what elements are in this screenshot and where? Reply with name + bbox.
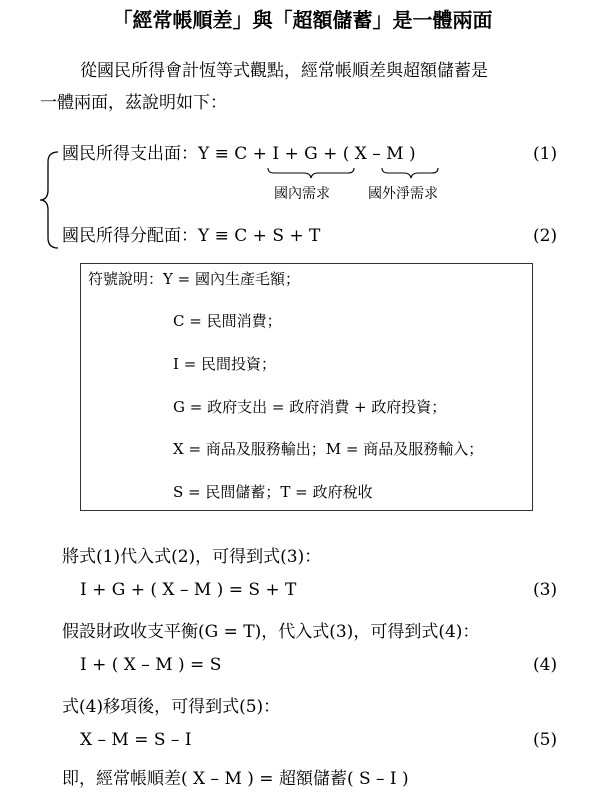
- equation-2: 國民所得分配面：Y ≡ C + S + T: [62, 226, 321, 246]
- brace-label-domestic-demand: 國內需求: [274, 186, 330, 202]
- equation-1: 國民所得支出面：Y ≡ C + I + G + ( X – M ): [62, 144, 416, 164]
- underbrace-domestic: [266, 166, 356, 180]
- legend-line-s-t: S = 民間儲蓄；T = 政府稅收: [173, 483, 373, 501]
- equation-3: I + G + ( X – M ) = S + T: [80, 580, 297, 600]
- legend-line-g: G = 政府支出 = 政府消費 + 政府投資；: [173, 398, 447, 416]
- page-title: 「經常帳順差」與「超額儲蓄」是一體兩面: [112, 8, 493, 32]
- intro-line-2: 一體兩面，茲說明如下：: [40, 93, 227, 113]
- grouping-brace: [34, 150, 64, 250]
- equation-3-number: (3): [533, 580, 558, 600]
- legend-line-x-m: X = 商品及服務輸出；M = 商品及服務輸入；: [173, 440, 484, 458]
- underbrace-foreign: [380, 166, 440, 180]
- step-1-text: 將式(1)代入式(2)，可得到式(3)：: [62, 547, 322, 567]
- equation-2-number: (2): [533, 226, 558, 246]
- conclusion-text: 即，經常帳順差( X – M ) = 超額儲蓄( S – I ): [62, 769, 409, 789]
- symbol-legend-box: [80, 263, 533, 511]
- equation-5-number: (5): [533, 730, 558, 750]
- legend-line-c: C = 民間消費；: [173, 312, 282, 330]
- equation-4: I + ( X – M ) = S: [80, 655, 222, 675]
- equation-1-number: (1): [533, 144, 558, 164]
- equation-5: X – M = S – I: [80, 730, 192, 750]
- equation-4-number: (4): [533, 655, 558, 675]
- legend-line-y: 符號說明：Y = 國內生產毛額；: [88, 270, 301, 288]
- step-2-text: 假設財政收支平衡(G = T)，代入式(3)，可得到式(4)：: [62, 622, 480, 642]
- legend-line-i: I = 民間投資；: [173, 355, 277, 373]
- brace-label-net-foreign-demand: 國外淨需求: [368, 186, 438, 202]
- step-3-text: 式(4)移項後，可得到式(5)：: [62, 697, 281, 717]
- intro-line-1: 從國民所得會計恆等式觀點，經常帳順差與超額儲蓄是: [80, 61, 488, 81]
